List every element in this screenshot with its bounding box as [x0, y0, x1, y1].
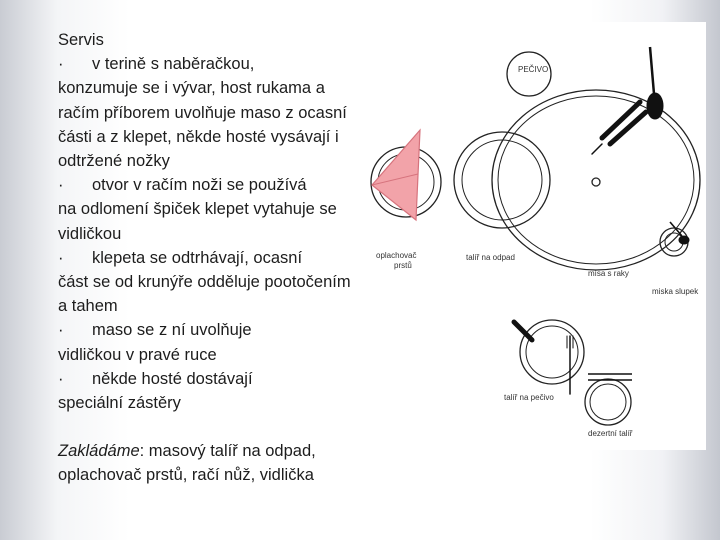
bullet-first-line: otvor v račím noži se používá [92, 176, 307, 195]
label-talir-pecivo: talíř na pečivo [504, 393, 554, 402]
label-oplachovac: oplachovač [376, 251, 417, 260]
dessert-plate-outer [585, 379, 631, 425]
bullet-item-3 [58, 246, 358, 319]
waste-plate-outer [454, 132, 550, 228]
bullet-rest: speciální zástěry [58, 394, 181, 413]
crayfish-dish-outer [492, 90, 700, 270]
footer-text [58, 439, 358, 487]
label-miska-skorepin: miska slupek [652, 287, 699, 296]
bullet-item-2 [58, 173, 358, 246]
dessert-plate-inner [590, 384, 626, 420]
crayfish-dish-inner [498, 96, 694, 264]
bullet-first-line: někde hosté dostávají [92, 369, 253, 388]
table-setting-svg [362, 22, 706, 450]
table-setting-diagram [362, 22, 706, 450]
waste-plate-inner [462, 140, 542, 220]
bullet-item-4 [58, 318, 358, 366]
heading: Servis [58, 31, 104, 49]
bullet-first-line: v terině s naběračkou, [92, 55, 255, 74]
bullet-dot: · [58, 55, 64, 74]
bullet-dot: · [58, 369, 64, 388]
bullet-rest: na odlomení špiček klepet vytahuje se vidličkou [58, 200, 337, 243]
bullet-dot: · [58, 248, 64, 267]
bullet-rest: část se od krunýře odděluje pootočením a tahem [58, 273, 351, 316]
bullet-first-line: maso se z ní uvolňuje [92, 321, 252, 340]
bullet-first-line: klepeta se odtrhávají, ocasní [92, 248, 303, 267]
bullet-rest: vidličkou v pravé ruce [58, 345, 217, 364]
label-pecivo: PEČIVO [518, 65, 549, 74]
label-talir-odpad: talíř na odpad [466, 253, 515, 262]
crayfish-cutlery [592, 102, 646, 154]
bullet-dot: · [58, 176, 64, 195]
bullet-item-5 [58, 367, 358, 415]
label-misa-raky: mísa s raky [588, 269, 629, 278]
bullet-rest: konzumuje se i vývar, host rukama a račím příborem uvolňuje maso z ocasní části a z klepet, někde hosté vysávají i odtržené nožky [58, 79, 347, 171]
label-prstu: prstů [394, 261, 412, 270]
label-dezertni: dezertní talíř [588, 429, 633, 438]
bullet-dot: · [58, 321, 64, 340]
ladle-icon [647, 47, 663, 119]
spacer [58, 415, 358, 439]
text-block [58, 28, 358, 488]
dish-center-mark [592, 178, 600, 186]
footer-label: Zakládáme [58, 442, 140, 461]
footer-body: : masový talíř na odpad, oplachovač prstů, račí nůž, vidlička [58, 442, 316, 485]
bullet-item-1 [58, 52, 358, 173]
bread-plate-top [507, 52, 551, 96]
bread-plate-bottom-outer [520, 320, 584, 384]
